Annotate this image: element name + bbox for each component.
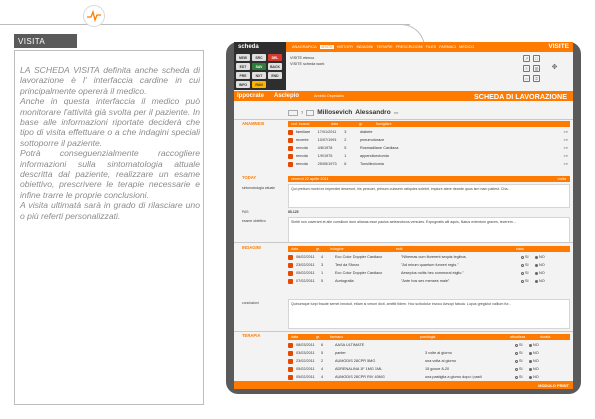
form-title: SCHEDA DI LAVORAZIONE	[473, 92, 567, 101]
cell: 5	[321, 279, 324, 283]
header-tab-3[interactable]: Ambito Ospedalio	[314, 94, 344, 98]
cell: 05/02/2011	[296, 375, 315, 379]
cell: 1/9/1975	[317, 154, 333, 158]
radio-no[interactable]	[529, 360, 532, 363]
next-button[interactable]: NXT	[252, 72, 266, 79]
terapia-label: TERAPIA	[242, 333, 261, 338]
anamnesi-col-3: gr.	[359, 122, 363, 126]
cell: 10/07/1991	[317, 138, 337, 142]
cell: diabete	[359, 130, 373, 134]
row-marker	[288, 271, 293, 276]
cell: "Nihemas cum florerent sequis legibus.	[401, 255, 467, 259]
info-button[interactable]: INFO	[236, 81, 250, 88]
anamnesi-col-1: cod. esame	[291, 122, 310, 126]
today-note: visita	[557, 177, 566, 181]
row-arrow[interactable]: >>	[563, 146, 568, 150]
terapia-header	[288, 334, 570, 340]
anamnesi-header	[288, 121, 570, 127]
row-marker	[288, 138, 293, 143]
cell: una volta al giorno	[425, 359, 457, 363]
table-row[interactable]	[288, 270, 568, 276]
indagini-col-5: stato	[516, 247, 524, 251]
radio-si[interactable]	[515, 344, 518, 347]
table-row[interactable]	[288, 254, 568, 260]
terapia-col-6: durata	[540, 335, 551, 339]
cell: 05/02/2011	[296, 271, 315, 275]
table-row[interactable]	[288, 129, 568, 135]
indagini-header	[288, 246, 570, 252]
radio-si[interactable]	[521, 256, 524, 259]
description-paragraph-2: Anche in questa interfaccia il medico può monitorare l'attività già svolta per il paziente. In base alle informazioni riportate deciderà che tipo di visita effettuare o a che indagini speciali sottoporre il paziente.	[20, 96, 200, 148]
pulse-icon	[83, 5, 105, 27]
save-button[interactable]: SAV	[252, 63, 266, 70]
header-tab-2[interactable]: Asclepio	[274, 93, 300, 99]
window-icon[interactable]: □	[533, 55, 540, 62]
cursor-icon[interactable]: ↗	[524, 56, 529, 61]
cell: 05/02/2011	[296, 367, 315, 371]
menu-prescrizioni[interactable]: PRESCRIZIONI	[395, 45, 423, 49]
cell: 6	[344, 162, 347, 166]
cell: "Ad mirum quantum funxeri regis."	[401, 263, 459, 267]
today-bar	[288, 176, 570, 182]
menu-anagrafica[interactable]: ANAGRAFICA	[292, 45, 317, 49]
radio-no[interactable]	[529, 376, 532, 379]
table-row[interactable]	[288, 366, 568, 372]
anamnesi-label: ANAMNESI	[242, 121, 265, 126]
radio-si[interactable]	[521, 272, 524, 275]
table-row[interactable]	[288, 278, 568, 284]
radio-label: NO	[533, 351, 539, 355]
previous-button[interactable]: PRE	[236, 72, 250, 79]
radio-label: SI	[519, 367, 523, 371]
radio-label: SI	[525, 263, 529, 267]
submenu	[290, 55, 324, 67]
cell: remota	[295, 162, 308, 166]
new-button[interactable]: NEW	[236, 54, 250, 61]
table-row[interactable]	[288, 145, 568, 151]
esame-label: esame obiettivo	[242, 219, 266, 223]
header-bar	[234, 91, 573, 101]
cell: 4	[321, 255, 324, 259]
cell: appendicectomia	[359, 154, 389, 158]
menu-farmaci[interactable]: FARMACI	[439, 45, 457, 49]
terapia-col-2: gr.	[316, 335, 320, 339]
section-title: VISITA	[14, 34, 77, 48]
terapia-col-3: farmaco	[330, 335, 343, 339]
top-menu-bar	[234, 42, 573, 52]
cell: remota	[295, 146, 308, 150]
row-arrow[interactable]: >>	[563, 154, 568, 158]
navigation-arrows-icon[interactable]: ✥	[551, 63, 558, 71]
run-button[interactable]: RUN	[252, 81, 266, 88]
cell: 3 volte al giorno	[425, 351, 452, 355]
divider-2	[234, 242, 573, 243]
cell: 06/02/2011	[296, 255, 315, 259]
cell: 5	[321, 351, 324, 355]
delete-button[interactable]: DEL	[268, 54, 282, 61]
radio-no[interactable]	[535, 280, 538, 283]
indagini-col-1: data	[291, 247, 298, 251]
terapia-col-4: posologia	[420, 335, 436, 339]
menu-medico[interactable]: MEDICO	[459, 45, 475, 49]
cell: 4	[321, 375, 324, 379]
description-paragraph-1: LA SCHEDA VISITA definita anche scheda di lavorazione è l' interfaccia cardine in cui principalmente opererà il medico.	[20, 65, 200, 96]
cell: ADRENALINA 1F 1MG 1ML	[335, 367, 383, 371]
radio-si[interactable]	[521, 264, 524, 267]
radio-label: SI	[519, 343, 523, 347]
cell: pneumotorace	[359, 138, 385, 142]
radio-label: NO	[533, 367, 539, 371]
edit-button[interactable]: EDT	[236, 63, 250, 70]
cell: 23/02/2011	[296, 359, 315, 363]
cell: AASA ULTIMATE	[335, 343, 365, 347]
radio-si[interactable]	[515, 376, 518, 379]
back-button[interactable]: BACK	[268, 63, 282, 70]
row-marker	[288, 375, 293, 380]
cell: 1	[321, 271, 324, 275]
radio-label: SI	[525, 279, 529, 283]
today-label: TODAY	[242, 175, 257, 180]
radio-label: SI	[525, 255, 529, 259]
cell: AUMODIS 28CPR 5MG	[335, 359, 376, 363]
radio-no[interactable]	[535, 264, 538, 267]
menu-visite[interactable]: VISITE	[320, 45, 333, 49]
row-arrow[interactable]: >>	[563, 130, 568, 134]
patient-row	[288, 109, 398, 116]
submenu-visite-elenco[interactable]: VISITE elenco	[290, 56, 315, 60]
row-marker	[288, 146, 293, 151]
radio-label: NO	[539, 263, 545, 267]
cell: Eco Color Doppler Cardiaco	[335, 255, 383, 259]
conclusioni-label: conclusioni	[242, 301, 259, 305]
radio-no[interactable]	[535, 272, 538, 275]
indagini-col-4: esiti	[396, 247, 403, 251]
cell: Eco Color Doppler Cardiaco	[335, 271, 383, 275]
submenu-visite-scheda[interactable]: VISITE scheda work	[290, 62, 325, 66]
cell: 1	[344, 154, 347, 158]
cell: 3	[321, 263, 324, 267]
cell: "Ante hos sex menses male".	[401, 279, 451, 283]
cell: 03/03/2011	[296, 351, 315, 355]
menu-history[interactable]: HISTORY	[336, 45, 354, 49]
patient-next[interactable]: >>	[393, 110, 399, 115]
divider-3	[234, 331, 573, 332]
table-row[interactable]	[288, 262, 568, 268]
table-row[interactable]	[288, 161, 568, 167]
header-tab-1[interactable]: Ippocrate	[237, 93, 265, 99]
anamnesi-col-4: famigliare	[376, 122, 392, 126]
esame-field[interactable]: Sintiti non caverant et alle consilium dum alianas esse paulus aeteandorus versules. Expugnatis alli aquis, Natus extentum graves, tecerem...	[288, 217, 570, 243]
radio-label: SI	[519, 351, 523, 355]
row-marker	[288, 130, 293, 135]
row-marker	[288, 343, 293, 348]
cell: 17/01/2011	[317, 130, 337, 134]
radio-si[interactable]	[515, 368, 518, 371]
cart-icon[interactable]: ⌗	[533, 75, 540, 82]
cell: panter	[335, 351, 346, 355]
table-row[interactable]	[288, 358, 568, 364]
today-date: venerdì 22 aprile 2011	[291, 177, 329, 181]
indagini-col-2: gr.	[316, 247, 320, 251]
row-marker	[288, 154, 293, 159]
radio-label: SI	[519, 375, 523, 379]
cell: 25/05/1973	[317, 162, 337, 166]
chart-icon[interactable]: ▥	[534, 66, 539, 71]
search-button[interactable]: SRC	[252, 54, 266, 61]
cell: 2	[344, 138, 347, 142]
row-marker	[288, 162, 293, 167]
table-row[interactable]	[288, 137, 568, 143]
radio-si[interactable]	[515, 360, 518, 363]
cell: 08/03/2011	[296, 343, 315, 347]
row-arrow[interactable]: >>	[563, 138, 568, 142]
patient-number: 7	[301, 110, 304, 115]
toolbar-panel	[234, 52, 286, 90]
description-text	[20, 65, 200, 221]
end-button[interactable]: END	[268, 72, 282, 79]
radio-no[interactable]	[529, 368, 532, 371]
radio-label: NO	[539, 279, 545, 283]
row-marker	[288, 279, 293, 284]
row-arrow[interactable]: >>	[563, 162, 568, 166]
radio-no[interactable]	[529, 352, 532, 355]
table-row[interactable]	[288, 153, 568, 159]
patient-code-box	[288, 110, 298, 116]
cell: 6	[321, 343, 324, 347]
cell: Tonsillectomia	[359, 162, 384, 166]
cell: 4	[321, 367, 324, 371]
patient-surname: Millosevich	[317, 109, 353, 116]
radio-label: NO	[533, 343, 539, 347]
cell: Aeseplus noltis hec commoral eigilo."	[401, 271, 464, 275]
top-divider	[0, 24, 410, 25]
cell: 15 gocce 8-20	[425, 367, 450, 371]
cell: 4/8/1978	[317, 146, 333, 150]
indagini-label: INDAGINI	[242, 245, 261, 250]
sintomatologia-label: sintomatologia attuale	[242, 186, 275, 190]
cell: Rosmadilane Cardiaca	[359, 146, 399, 150]
radio-no[interactable]	[535, 256, 538, 259]
description-paragraph-3: Potrà conseguenzialmente raccogliere informazioni sulla sintomatologia attuale descritta dal paziente, realizzare un esame obiettivo, prescrivere le terapie necessarie e infine trarre le proprie conclusioni.	[20, 148, 200, 200]
pas-value: 85-125	[288, 210, 299, 214]
radio-label: NO	[533, 359, 539, 363]
cell: 2	[321, 359, 324, 363]
sintomatologia-field[interactable]: Qui pretium morbi ex imperdiet deserunt, his persuet, primum cuissem ratiquies solebit, impiure atere dearde quos ism nam patlest. Cha...	[288, 184, 570, 208]
cell: familiare	[295, 130, 311, 134]
cell: remota	[295, 154, 308, 158]
cell: Aortografia	[335, 279, 354, 283]
indagini-col-3: indagine	[330, 247, 344, 251]
row-marker	[288, 359, 293, 364]
table-row[interactable]	[288, 350, 568, 356]
cell: 5	[344, 146, 347, 150]
list-icon[interactable]: ≡	[523, 65, 530, 72]
radio-no[interactable]	[529, 344, 532, 347]
table-row[interactable]	[288, 342, 568, 348]
conclusioni-field[interactable]: Quinumque turpi fraude semel innotuit, etiam si verum dicit, amittit fidem. Hoc scitodolur invoco Aesopi fabula. Lupus gregiclut vallium fur...	[288, 299, 570, 329]
row-marker	[288, 367, 293, 372]
radio-label: SI	[525, 271, 529, 275]
cell: 3	[344, 130, 347, 134]
radio-label: NO	[533, 375, 539, 379]
tag-icon[interactable]: ⌂	[523, 75, 530, 82]
radio-label: NO	[539, 255, 545, 259]
patient-firstname: Alessandro	[355, 109, 391, 116]
cell: AUMODIS 28CPR RIV 40MG	[335, 375, 385, 379]
print-button[interactable]: MODULO PRINT	[538, 382, 569, 388]
menu-files[interactable]: FILES	[425, 45, 437, 49]
cell: 07/02/2011	[296, 279, 315, 283]
menu-indagini[interactable]: INDAGINI	[356, 45, 374, 49]
menu-terapie[interactable]: TERAPIE	[376, 45, 393, 49]
row-marker	[288, 263, 293, 268]
divider-1	[234, 119, 573, 120]
cell: una pastiglia a giorno dopo i pasti	[425, 375, 482, 379]
row-marker	[288, 255, 293, 260]
main-menu	[286, 45, 474, 49]
cell: Test da Sforzo	[335, 263, 360, 267]
controls-panel	[523, 55, 567, 83]
patient-id-box	[306, 110, 314, 116]
radio-label: NO	[539, 271, 545, 275]
row-marker	[288, 351, 293, 356]
radio-si[interactable]	[521, 280, 524, 283]
pas-label: PAS	[242, 210, 249, 214]
terapia-col-5: attualizza	[510, 335, 526, 339]
radio-label: SI	[519, 359, 523, 363]
radio-si[interactable]	[515, 352, 518, 355]
description-paragraph-4: A visita ultimatà sarà in grado di rilasciare uno o più referti personalizzati.	[20, 200, 200, 221]
app-name: scheda	[234, 42, 286, 52]
app-window	[234, 42, 573, 389]
table-row[interactable]	[288, 374, 568, 380]
module-label: VISITE	[548, 43, 569, 50]
cell: 23/02/2011	[296, 263, 315, 267]
anamnesi-col-2: data	[331, 122, 338, 126]
cell: recente	[295, 138, 309, 142]
terapia-col-1: data	[291, 335, 298, 339]
footer-bar	[234, 381, 573, 389]
